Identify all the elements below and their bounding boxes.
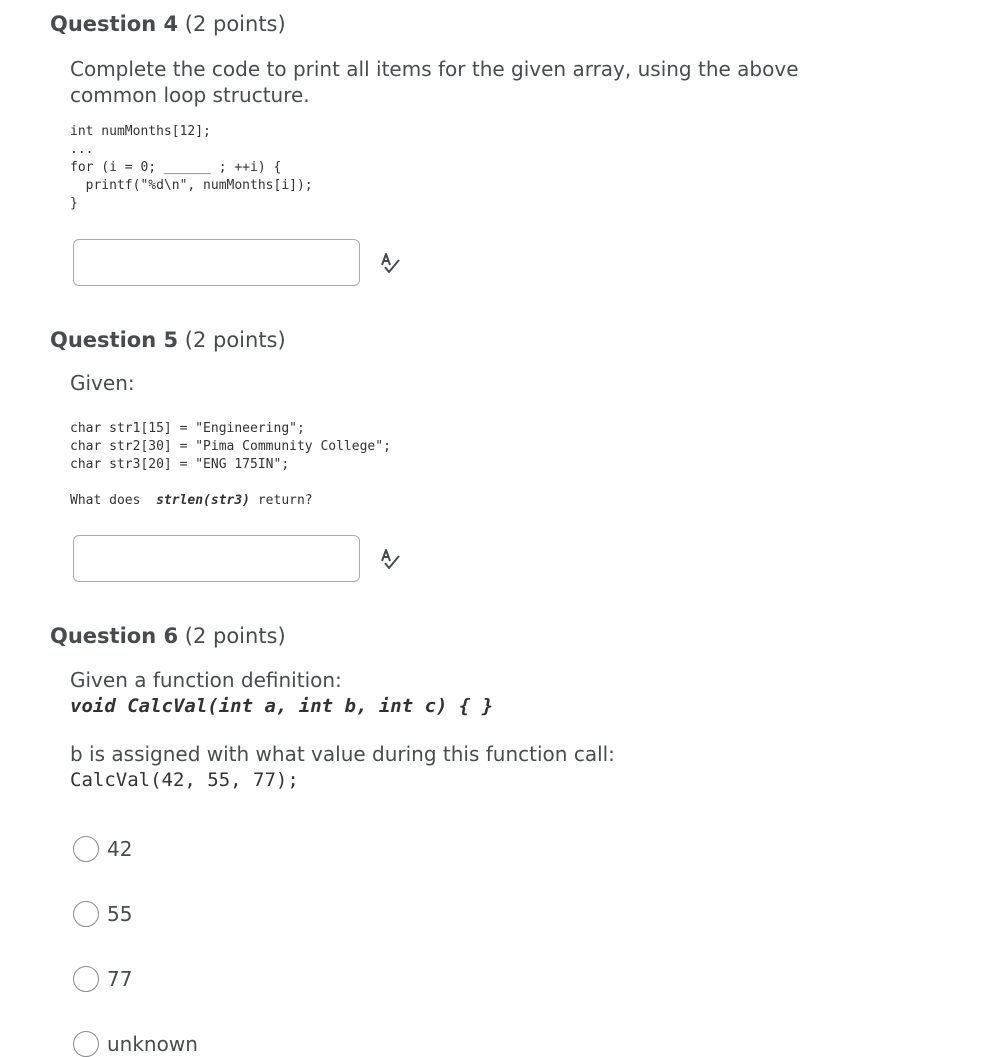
question-4-header [50, 12, 286, 36]
option-label: unknown [107, 1032, 198, 1056]
spellcheck-icon[interactable] [378, 547, 402, 571]
question-4-prompt: Complete the code to print all items for the given array, using the above common loop structure. [70, 57, 799, 107]
what-func: strlen(str3) [156, 493, 251, 508]
option-55[interactable] [73, 901, 132, 927]
question-5-header [50, 328, 286, 352]
question-points: (2 points) [178, 12, 286, 36]
option-42[interactable] [73, 836, 132, 862]
radio-button[interactable] [73, 901, 99, 927]
question-points: (2 points) [178, 328, 286, 352]
question-points: (2 points) [178, 624, 286, 648]
option-label: 77 [107, 967, 133, 991]
question-5-given: Given: [70, 371, 135, 395]
radio-button[interactable] [73, 966, 99, 992]
question-title: Question 6 [50, 624, 179, 648]
question-6-question: b is assigned with what value during this function call: [70, 742, 615, 766]
question-title: Question 5 [50, 328, 179, 352]
question-5-what [70, 492, 313, 510]
question-6-header [50, 624, 286, 648]
question-6-given: Given a function definition: [70, 668, 342, 692]
option-77[interactable] [73, 966, 132, 992]
spellcheck-icon[interactable] [378, 251, 402, 275]
radio-button[interactable] [73, 1031, 99, 1057]
question-6-definition: void CalcVal(int a, int b, int c) { } [70, 695, 494, 717]
option-label: 42 [107, 837, 133, 861]
question-6-call: CalcVal(42, 55, 77); [70, 769, 299, 791]
what-prefix: What does [70, 493, 157, 508]
question-4-code: int numMonths[12]; ... for (i = 0; ______ ; ++i) { printf("%d\n", numMonths[i]); } [70, 124, 313, 211]
question-5-code: char str1[15] = "Engineering"; char str2[30] = "Pima Community College"; char str3[20] = "ENG 175IN"; [70, 421, 391, 472]
question-title: Question 4 [50, 12, 179, 36]
question-4-answer-input[interactable] [73, 239, 360, 286]
what-suffix: return? [250, 493, 313, 508]
option-unknown[interactable] [73, 1031, 198, 1057]
question-5-answer-input[interactable] [73, 535, 360, 582]
option-label: 55 [107, 902, 133, 926]
radio-button[interactable] [73, 836, 99, 862]
